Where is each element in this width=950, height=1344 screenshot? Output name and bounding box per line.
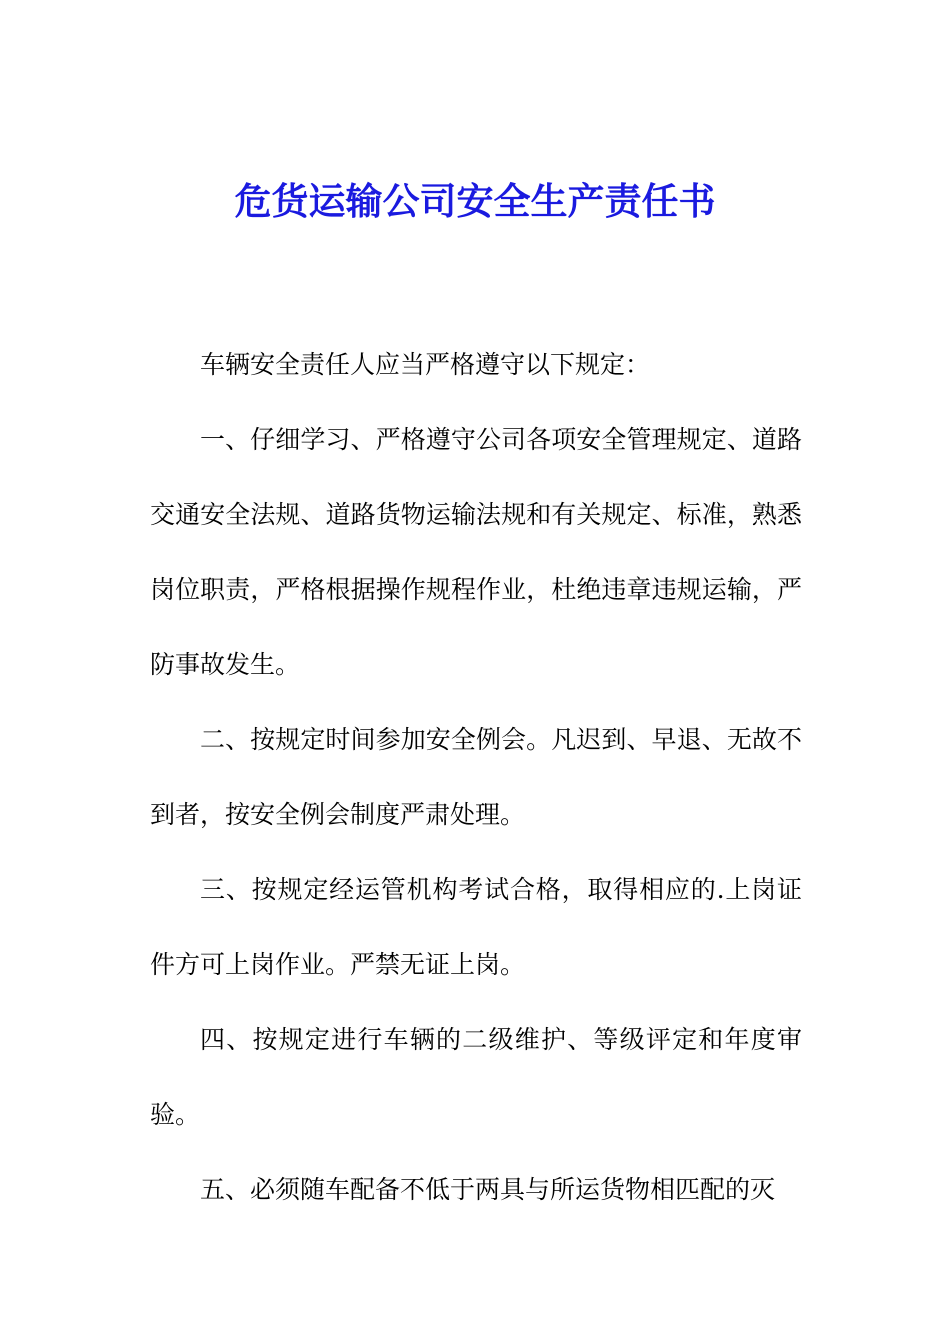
document-title: 危货运输公司安全生产责任书 — [234, 179, 716, 223]
paragraph-item-3: 三、按规定经运管机构考试合格，取得相应的.上岗证件方可上岗作业。严禁无证上岗。 — [150, 875, 802, 979]
paragraph-intro: 车辆安全责任人应当严格遵守以下规定： — [200, 350, 651, 379]
paragraph-item-5: 五、必须随车配备不低于两具与所运货物相匹配的灭 — [200, 1175, 776, 1204]
document-body — [150, 327, 802, 1227]
paragraph-item-2: 二、按规定时间参加安全例会。凡迟到、早退、无故不到者，按安全例会制度严肃处理。 — [150, 725, 802, 829]
paragraph-item-4: 四、按规定进行车辆的二级维护、等级评定和年度审验。 — [150, 1025, 802, 1129]
paragraph-item-1: 一、仔细学习、严格遵守公司各项安全管理规定、道路交通安全法规、道路货物运输法规和有关规定、标准，熟悉岗位职责，严格根据操作规程作业，杜绝违章违规运输，严防事故发生。 — [150, 425, 802, 679]
